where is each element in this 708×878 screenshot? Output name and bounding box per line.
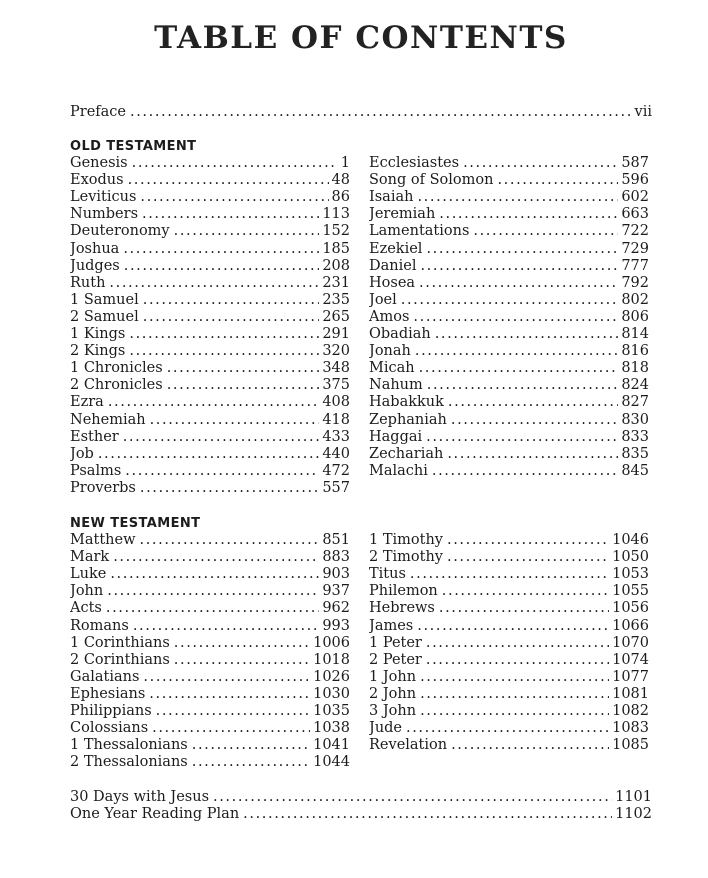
dot-leader <box>427 377 619 394</box>
toc-entry-page: 1026 <box>313 668 350 685</box>
dot-leader <box>451 737 609 754</box>
toc-entry-label: 2 Kings <box>70 343 126 360</box>
toc-entry-2-john[interactable] <box>369 686 649 703</box>
dot-leader <box>413 309 618 326</box>
toc-entry-page: 1081 <box>612 685 649 702</box>
toc-entry-label: 1 Samuel <box>70 291 139 308</box>
toc-entry-label: 2 Timothy <box>369 549 443 566</box>
toc-entry-page: 557 <box>322 479 350 496</box>
toc-entry-label: Joel <box>369 291 397 308</box>
toc-entry-label: Revelation <box>369 737 448 754</box>
toc-entry-page: 663 <box>621 206 649 223</box>
new-testament-heading: NEW TESTAMENT <box>70 516 201 531</box>
toc-entry-label: Hosea <box>369 274 416 291</box>
dot-leader <box>432 463 618 480</box>
toc-entry-2-thessalonians[interactable] <box>70 754 350 771</box>
dot-leader <box>143 669 310 686</box>
toc-entry-page: 845 <box>621 462 649 479</box>
toc-entry-label: One Year Reading Plan <box>70 806 240 823</box>
toc-entry-page: 587 <box>621 155 649 171</box>
dot-leader <box>417 618 609 635</box>
dot-leader <box>167 377 320 394</box>
toc-entry-page: 937 <box>322 583 350 600</box>
toc-entry-page: 1041 <box>313 737 350 754</box>
toc-entry-page: 827 <box>621 394 649 411</box>
toc-entry-page: 824 <box>621 377 649 394</box>
dot-leader <box>447 532 609 549</box>
toc-entry-label: 2 John <box>369 685 417 702</box>
toc-entry-page: 818 <box>621 360 649 377</box>
dot-leader <box>426 635 609 652</box>
toc-entry-mark[interactable] <box>70 549 350 566</box>
toc-entry-page: 1077 <box>612 668 649 685</box>
toc-entry-exodus[interactable] <box>70 172 350 189</box>
toc-entry-page: 802 <box>621 291 649 308</box>
toc-entry-page: 1070 <box>612 634 649 651</box>
toc-entry-label: Isaiah <box>369 189 414 206</box>
toc-entry-2-samuel[interactable] <box>70 309 350 326</box>
toc-entry-label: Matthew <box>70 532 136 548</box>
toc-entry-page: 1030 <box>313 685 350 702</box>
toc-entry-nehemiah[interactable] <box>70 412 350 429</box>
dot-leader <box>448 394 618 411</box>
toc-entry-page: 722 <box>621 223 649 240</box>
toc-entry-label: Acts <box>70 600 102 617</box>
toc-entry-daniel[interactable] <box>369 258 649 275</box>
toc-entry-label: 1 Kings <box>70 326 126 342</box>
toc-entry-page: 1085 <box>612 737 649 754</box>
toc-entry-label: 2 Samuel <box>70 308 139 325</box>
toc-entry-page: 1055 <box>612 583 649 600</box>
toc-entry-1-kings[interactable] <box>70 326 350 343</box>
dot-leader <box>108 394 320 411</box>
dot-leader <box>497 172 618 189</box>
toc-entry-psalms[interactable] <box>70 463 350 480</box>
toc-entry-label: Hebrews <box>369 600 435 617</box>
toc-entry-label: Genesis <box>70 155 128 171</box>
toc-entry-label: Judges <box>70 257 120 274</box>
toc-entry-label: Preface <box>70 104 126 120</box>
toc-entry-leviticus[interactable] <box>70 189 350 206</box>
toc-entry-philippians[interactable] <box>70 703 350 720</box>
toc-entry-label: Nehemiah <box>70 411 146 428</box>
dot-leader <box>107 583 319 600</box>
toc-entry-ephesians[interactable] <box>70 686 350 703</box>
toc-entry-page: 86 <box>331 189 350 206</box>
toc-entry-page: 1035 <box>313 703 350 719</box>
dot-leader <box>420 703 609 720</box>
toc-entry-30-days-with-jesus[interactable] <box>70 789 652 806</box>
toc-entry-page: 375 <box>322 377 350 394</box>
toc-entry-page: 903 <box>322 566 350 583</box>
dot-leader <box>426 652 609 669</box>
toc-entry-page: 1006 <box>313 634 350 651</box>
dot-leader <box>174 635 310 652</box>
dot-leader <box>142 206 319 223</box>
dot-leader <box>473 223 618 240</box>
toc-entry-page: 851 <box>322 532 350 548</box>
old-testament-heading: OLD TESTAMENT <box>70 139 197 154</box>
toc-entry-judges[interactable] <box>70 258 350 275</box>
toc-entry-nahum[interactable] <box>369 377 649 394</box>
toc-entry-page: 418 <box>322 411 350 428</box>
toc-entry-galatians[interactable] <box>70 669 350 686</box>
toc-entry-1-john[interactable] <box>369 669 649 686</box>
toc-entry-page: 883 <box>322 549 350 566</box>
toc-entry-page: 440 <box>322 445 350 462</box>
toc-entry-label: John <box>70 583 104 600</box>
toc-entry-page: 602 <box>621 189 649 206</box>
dot-leader <box>420 258 618 275</box>
toc-entry-page: 231 <box>322 274 350 291</box>
toc-entry-label: Deuteronomy <box>70 223 170 240</box>
toc-entry-label: Ephesians <box>70 685 146 702</box>
dot-leader <box>192 754 310 771</box>
toc-entry-acts[interactable] <box>70 600 350 617</box>
dot-leader <box>442 583 609 600</box>
toc-entry-page: 596 <box>621 172 649 189</box>
toc-entry-james[interactable] <box>369 618 649 635</box>
toc-entry-label: Mark <box>70 549 110 566</box>
dot-leader <box>174 223 320 240</box>
toc-entry-page: 835 <box>621 445 649 462</box>
dot-leader <box>129 343 319 360</box>
toc-entry-label: James <box>369 617 414 634</box>
toc-entry-page: 792 <box>621 274 649 291</box>
toc-entry-jude[interactable] <box>369 720 649 737</box>
toc-entry-joel[interactable] <box>369 292 649 309</box>
toc-entry-page: 993 <box>322 617 350 634</box>
toc-entry-label: 2 Corinthians <box>70 651 170 668</box>
toc-entry-page: 833 <box>621 428 649 445</box>
toc-entry-2-kings[interactable] <box>70 343 350 360</box>
toc-entry-page: 235 <box>322 291 350 308</box>
toc-entry-page: 1101 <box>615 789 652 805</box>
toc-entry-label: Luke <box>70 566 107 583</box>
toc-entry-page: 814 <box>621 326 649 342</box>
dot-leader <box>98 446 319 463</box>
dot-leader <box>113 549 319 566</box>
toc-entry-page: 1074 <box>612 651 649 668</box>
toc-entry-amos[interactable] <box>369 309 649 326</box>
dot-leader <box>132 155 338 172</box>
toc-entry-label: Jeremiah <box>369 206 436 223</box>
toc-entry-label: Proverbs <box>70 479 136 496</box>
toc-entry-label: 30 Days with Jesus <box>70 789 210 805</box>
toc-entry-jeremiah[interactable] <box>369 206 649 223</box>
toc-entry-label: 1 Chronicles <box>70 360 163 377</box>
dot-leader <box>106 600 319 617</box>
toc-entry-page: 1044 <box>313 754 350 771</box>
toc-entry-1-timothy[interactable] <box>369 532 649 549</box>
toc-entry-luke[interactable] <box>70 566 350 583</box>
toc-entry-label: Micah <box>369 360 415 377</box>
toc-entry-matthew[interactable] <box>70 532 350 549</box>
toc-entry-page: 1038 <box>313 720 350 737</box>
toc-entry-hebrews[interactable] <box>369 600 649 617</box>
toc-entry-label: Zechariah <box>369 445 444 462</box>
toc-entry-1-samuel[interactable] <box>70 292 350 309</box>
toc-entry-micah[interactable] <box>369 360 649 377</box>
toc-entry-page: 208 <box>322 257 350 274</box>
toc-entry-1-thessalonians[interactable] <box>70 737 350 754</box>
dot-leader <box>420 669 609 686</box>
dot-leader <box>128 172 329 189</box>
dot-leader <box>419 275 618 292</box>
toc-entry-3-john[interactable] <box>369 703 649 720</box>
dot-leader <box>140 189 328 206</box>
dot-leader <box>447 446 618 463</box>
toc-entry-label: 1 Corinthians <box>70 634 170 651</box>
toc-entry-deuteronomy[interactable] <box>70 223 350 240</box>
toc-entry-romans[interactable] <box>70 618 350 635</box>
toc-entry-preface[interactable] <box>70 104 652 121</box>
dot-leader <box>110 566 319 583</box>
dot-leader <box>109 275 319 292</box>
toc-entry-song-of-solomon[interactable] <box>369 172 649 189</box>
toc-entry-job[interactable] <box>70 446 350 463</box>
toc-entry-numbers[interactable] <box>70 206 350 223</box>
toc-entry-label: Jonah <box>369 343 411 360</box>
dot-leader <box>401 292 619 309</box>
toc-entry-label: Zephaniah <box>369 411 447 428</box>
toc-entry-page: 408 <box>322 394 350 411</box>
dot-leader <box>174 652 310 669</box>
toc-entry-lamentations[interactable] <box>369 223 649 240</box>
toc-entry-page: 806 <box>621 308 649 325</box>
toc-entry-1-peter[interactable] <box>369 635 649 652</box>
toc-entry-page: 830 <box>621 411 649 428</box>
toc-entry-label: 2 Peter <box>369 651 422 668</box>
dot-leader <box>143 292 320 309</box>
toc-entry-page: 185 <box>322 240 350 257</box>
toc-entry-label: 3 John <box>369 703 417 719</box>
dot-leader <box>143 309 320 326</box>
toc-entry-habakkuk[interactable] <box>369 394 649 411</box>
toc-entry-page: 48 <box>331 172 350 189</box>
toc-entry-ezekiel[interactable] <box>369 241 649 258</box>
toc-entry-label: Leviticus <box>70 189 137 206</box>
dot-leader <box>426 429 618 446</box>
toc-entry-ruth[interactable] <box>70 275 350 292</box>
dot-leader <box>410 566 609 583</box>
toc-entry-2-timothy[interactable] <box>369 549 649 566</box>
dot-leader <box>439 600 609 617</box>
toc-entry-genesis[interactable] <box>70 155 350 172</box>
toc-entry-page: 1046 <box>612 532 649 548</box>
toc-entry-label: 1 Timothy <box>369 532 443 548</box>
toc-entry-page: 472 <box>322 462 350 479</box>
toc-entry-2-corinthians[interactable] <box>70 652 350 669</box>
toc-entry-titus[interactable] <box>369 566 649 583</box>
toc-entry-label: Joshua <box>70 240 120 257</box>
toc-entry-label: 2 Chronicles <box>70 377 163 394</box>
toc-entry-zechariah[interactable] <box>369 446 649 463</box>
toc-entry-label: Titus <box>369 566 406 583</box>
toc-entry-1-chronicles[interactable] <box>70 360 350 377</box>
toc-entry-label: Esther <box>70 428 119 445</box>
toc-entry-2-chronicles[interactable] <box>70 377 350 394</box>
toc-entry-page: 1050 <box>612 549 649 566</box>
dot-leader <box>133 618 319 635</box>
toc-entry-ecclesiastes[interactable] <box>369 155 649 172</box>
dot-leader <box>167 360 320 377</box>
dot-leader <box>243 806 612 823</box>
dot-leader <box>435 326 619 343</box>
toc-entry-malachi[interactable] <box>369 463 649 480</box>
dot-leader <box>150 412 320 429</box>
toc-entry-page: 291 <box>322 326 350 342</box>
toc-entry-label: Lamentations <box>369 223 470 240</box>
toc-entry-label: Ezekiel <box>369 240 423 257</box>
toc-entry-page: 962 <box>322 600 350 617</box>
toc-entry-joshua[interactable] <box>70 241 350 258</box>
toc-entry-page: 1083 <box>612 720 649 737</box>
toc-entry-label: 2 Thessalonians <box>70 754 188 771</box>
toc-entry-jonah[interactable] <box>369 343 649 360</box>
dot-leader <box>463 155 618 172</box>
toc-entry-label: Exodus <box>70 172 124 189</box>
toc-entry-label: Romans <box>70 617 129 634</box>
toc-entry-page: 816 <box>621 343 649 360</box>
toc-entry-label: Song of Solomon <box>369 172 494 189</box>
toc-entry-1-corinthians[interactable] <box>70 635 350 652</box>
toc-entry-label: 1 Peter <box>369 634 422 651</box>
dot-leader <box>130 104 632 121</box>
dot-leader <box>123 241 319 258</box>
dot-leader <box>152 720 310 737</box>
dot-leader <box>439 206 618 223</box>
dot-leader <box>156 703 310 720</box>
dot-leader <box>213 789 612 806</box>
toc-entry-label: Amos <box>369 308 410 325</box>
toc-entry-label: Daniel <box>369 257 417 274</box>
toc-entry-page: 729 <box>621 240 649 257</box>
toc-entry-hosea[interactable] <box>369 275 649 292</box>
dot-leader <box>129 326 319 343</box>
dot-leader <box>417 189 618 206</box>
toc-entry-label: Galatians <box>70 668 140 685</box>
dot-leader <box>140 480 319 497</box>
dot-leader <box>125 463 319 480</box>
toc-entry-page: 1066 <box>612 617 649 634</box>
dot-leader <box>139 532 319 549</box>
toc-entry-page: 1082 <box>612 703 649 719</box>
toc-entry-label: Colossians <box>70 720 149 737</box>
toc-entry-page: 777 <box>621 257 649 274</box>
dot-leader <box>124 258 320 275</box>
toc-entry-label: Job <box>70 445 94 462</box>
dot-leader <box>451 412 618 429</box>
toc-entry-label: Philemon <box>369 583 438 600</box>
toc-entry-label: 1 Thessalonians <box>70 737 188 754</box>
dot-leader <box>415 343 618 360</box>
dot-leader <box>192 737 310 754</box>
dot-leader <box>123 429 320 446</box>
toc-entry-page: 113 <box>322 206 350 223</box>
toc-entry-label: Ezra <box>70 394 104 411</box>
dot-leader <box>447 549 609 566</box>
toc-entry-label: Malachi <box>369 462 428 479</box>
toc-entry-page: vii <box>634 104 652 120</box>
toc-entry-zephaniah[interactable] <box>369 412 649 429</box>
dot-leader <box>426 241 618 258</box>
toc-entry-colossians[interactable] <box>70 720 350 737</box>
toc-entry-label: Psalms <box>70 462 122 479</box>
toc-entry-label: 1 John <box>369 668 417 685</box>
toc-entry-page: 1053 <box>612 566 649 583</box>
dot-leader <box>419 360 619 377</box>
toc-entry-esther[interactable] <box>70 429 350 446</box>
toc-entry-page: 348 <box>322 360 350 377</box>
toc-entry-ezra[interactable] <box>70 394 350 411</box>
toc-entry-proverbs[interactable] <box>70 480 350 497</box>
toc-entry-john[interactable] <box>70 583 350 600</box>
toc-entry-page: 265 <box>322 308 350 325</box>
toc-entry-label: Philippians <box>70 703 152 719</box>
toc-entry-philemon[interactable] <box>369 583 649 600</box>
toc-entry-haggai[interactable] <box>369 429 649 446</box>
toc-entry-label: Nahum <box>369 377 423 394</box>
toc-entry-page: 152 <box>322 223 350 240</box>
toc-entry-label: Habakkuk <box>369 394 444 411</box>
toc-entry-page: 1 <box>340 155 350 171</box>
toc-entry-label: Ruth <box>70 274 106 291</box>
toc-entry-page: 1018 <box>313 651 350 668</box>
toc-entry-page: 320 <box>322 343 350 360</box>
page-title: TABLE OF CONTENTS <box>154 20 568 56</box>
toc-entry-label: Haggai <box>369 428 423 445</box>
toc-entry-label: Numbers <box>70 206 139 223</box>
toc-entry-revelation[interactable] <box>369 737 649 754</box>
toc-entry-isaiah[interactable] <box>369 189 649 206</box>
toc-entry-label: Ecclesiastes <box>369 155 460 171</box>
toc-entry-page: 1102 <box>615 806 652 823</box>
toc-entry-label: Jude <box>369 720 403 737</box>
toc-entry-one-year-reading-plan[interactable] <box>70 806 652 823</box>
dot-leader <box>420 686 609 703</box>
toc-entry-obadiah[interactable] <box>369 326 649 343</box>
dot-leader <box>406 720 609 737</box>
toc-entry-label: Obadiah <box>369 326 431 342</box>
toc-entry-page: 1056 <box>612 600 649 617</box>
dot-leader <box>149 686 310 703</box>
toc-entry-2-peter[interactable] <box>369 652 649 669</box>
toc-entry-page: 433 <box>322 428 350 445</box>
